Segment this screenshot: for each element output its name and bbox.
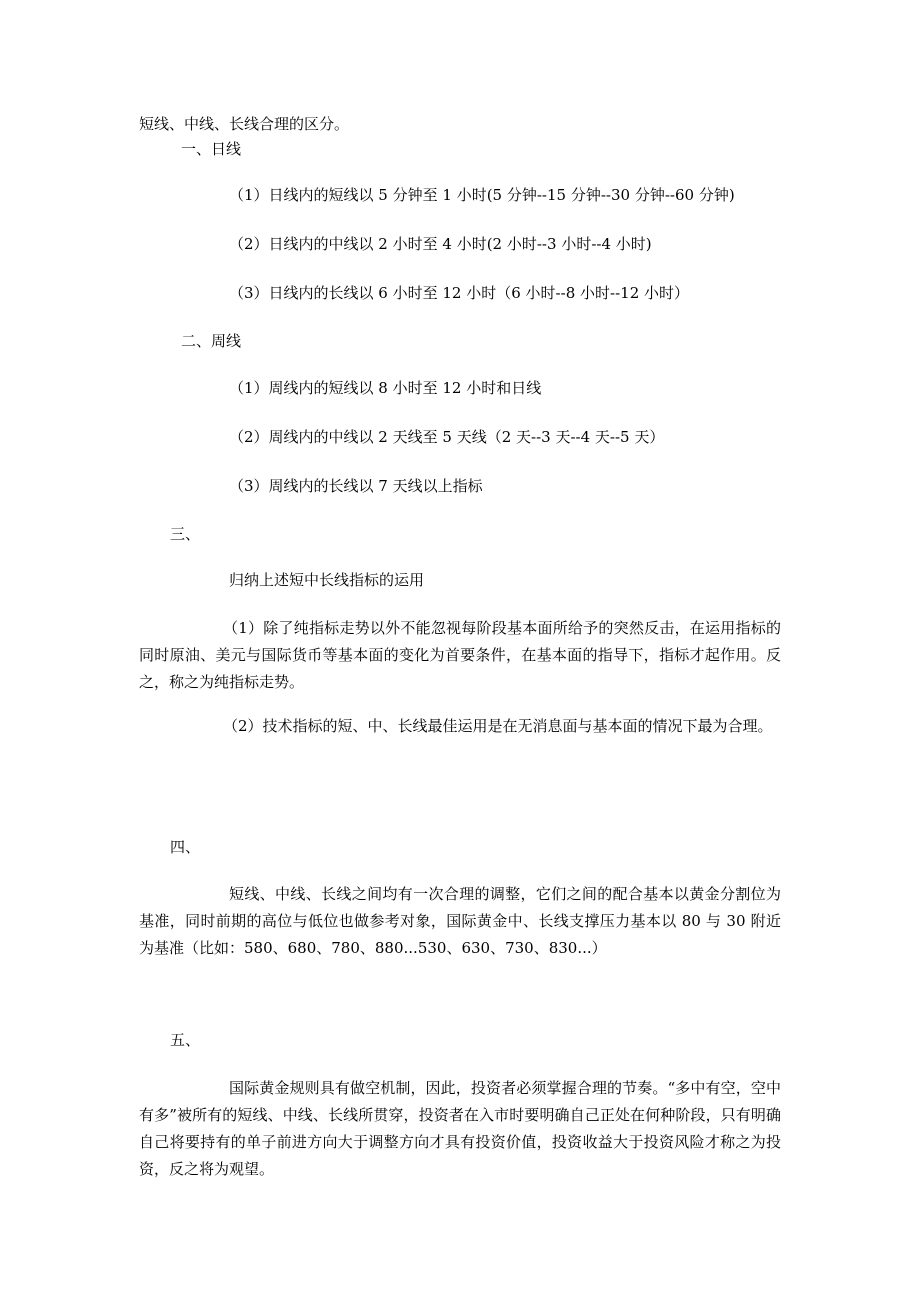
section-3-paragraph-1: （1）除了纯指标走势以外不能忽视每阶段基本面所给予的突然反击，在运用指标的同时原油、美元与国际货币等基本面的变化为首要条件，在基本面的指导下，指标才起作用。反之，称之为纯指标走势。 bbox=[139, 619, 781, 691]
section-2-item-1: （1）周线内的短线以 8 小时至 12 小时和日线 bbox=[229, 379, 542, 397]
doc-title: 短线、中线、长线合理的区分。 bbox=[139, 115, 350, 133]
section-3-paragraph-2: （2）技术指标的短、中、长线最佳运用是在无消息面与基本面的情况下最为合理。 bbox=[223, 717, 773, 735]
section-2-heading: 二、周线 bbox=[181, 332, 242, 350]
section-1-heading: 一、日线 bbox=[181, 140, 242, 158]
section-5-paragraph-1: 国际黄金规则具有做空机制，因此，投资者必须掌握合理的节奏。“多中有空，空中有多”被所有的短线、中线、长线所贯穿，投资者在入市时要明确自己正处在何种阶段，只有明确自己将要持有的单子前进方向大于调整方向才具有投资价值，投资收益大于投资风险才称之为投资，反之将为观望。 bbox=[139, 1079, 781, 1178]
section-4-paragraph-1: 短线、中线、长线之间均有一次合理的调整，它们之间的配合基本以黄金分割位为基准，同时前期的高位与低位也做参考对象，国际黄金中、长线支撑压力基本以 80 与 30 附近为基准（比如：580、680、780、880...530、630、730、830...） bbox=[139, 885, 781, 957]
section-2-item-3: （3）周线内的长线以 7 天线以上指标 bbox=[229, 477, 483, 495]
section-1-item-2: （2）日线内的中线以 2 小时至 4 小时(2 小时--3 小时--4 小时) bbox=[229, 235, 652, 253]
section-1-item-1: （1）日线内的短线以 5 分钟至 1 小时(5 分钟--15 分钟--30 分钟--60 分钟) bbox=[229, 186, 735, 204]
section-4-heading: 四、 bbox=[170, 838, 201, 856]
section-3-heading: 三、 bbox=[170, 525, 201, 543]
section-2-item-2: （2）周线内的中线以 2 天线至 5 天线（2 天--3 天--4 天--5 天） bbox=[229, 428, 665, 446]
section-3-subheading: 归纳上述短中长线指标的运用 bbox=[229, 571, 425, 589]
section-5-heading: 五、 bbox=[170, 1031, 201, 1049]
section-1-item-3: （3）日线内的长线以 6 小时至 12 小时（6 小时--8 小时--12 小时） bbox=[229, 284, 689, 302]
